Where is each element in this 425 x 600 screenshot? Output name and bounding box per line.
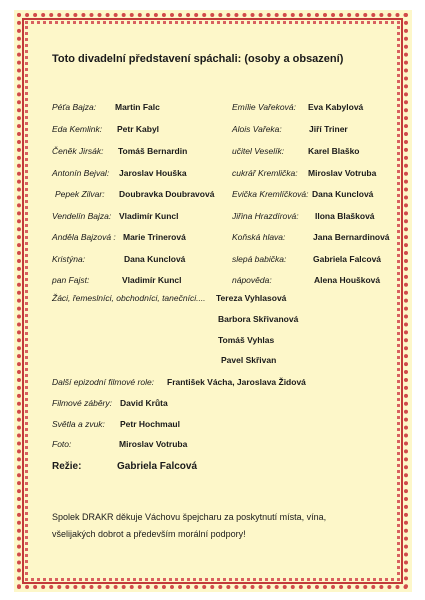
cast-role: Eda Kemlink: [52,124,103,134]
cast-role: cukrář Kremlička: [232,168,298,178]
ensemble-member: Barbora Skřivanová [218,314,299,324]
cast-role: slepá babička: [232,254,287,264]
direction-name: Gabriela Falcová [117,461,198,472]
credit-role: Světla a zvuk: [52,419,105,429]
cast-role: Emílie Vařeková: [232,102,296,112]
ensemble-label: Žáci, řemeslníci, obchodníci, tanečníci.... [52,293,206,303]
cast-actor: Martin Falc [115,102,160,112]
cast-role: Antonín Bejval: [52,168,110,178]
cast-role: nápověda: [232,275,272,285]
cast-actor: Alena Houšková [314,275,381,285]
credit-role: Filmové záběry: [52,398,112,408]
cast-actor: Ilona Blašková [315,211,375,221]
ensemble-member: Pavel Skřivan [221,355,277,365]
credit-names: Miroslav Votruba [119,439,188,449]
cast-actor: Vladimír Kuncl [119,211,179,221]
cast-actor: Vladimír Kuncl [122,275,182,285]
cast-role: Čeněk Jirsák: [52,146,104,156]
cast-role: Koňská hlava: [232,232,286,242]
cast-actor: Doubravka Doubravová [119,189,215,199]
cast-actor: Miroslav Votruba [308,168,377,178]
ensemble-member: Tereza Vyhlasová [216,293,287,303]
cast-role: Péťa Bajza: [52,102,97,112]
cast-role: Kristýna: [52,254,86,264]
thanks-paragraph: Spolek DRAKR děkuje Váchovu špejcharu za poskytnutí místa, vína, všelijakých dobrot a především morální podpory! [52,512,327,539]
cast-actor: Karel Blaško [308,146,360,156]
cast-actor: Jiří Triner [309,124,348,134]
document-title: Toto divadelní představení spáchali: (osoby a obsazení) [52,53,344,65]
cast-actor: Jana Bernardinová [313,232,390,242]
cast-actor: Marie Trinerová [123,232,186,242]
cast-role: Anděla Bajzová : [52,232,116,242]
cast-role: Alois Vařeka: [232,124,282,134]
direction-label: Režie: [52,461,82,472]
cast-role: pan Fajst: [52,275,90,285]
cast-actor: Dana Kunclová [312,189,374,199]
ensemble-member: Tomáš Vyhlas [218,335,275,345]
credit-names: David Krůta [120,398,168,408]
cast-actor: Petr Kabyl [117,124,160,134]
cast-actor: Jaroslav Houška [119,168,187,178]
cast-role: Pepek Zilvar: [55,189,105,199]
cast-role: Jiřina Hrazdírová: [232,211,299,221]
cast-actor: Tomáš Bernardin [118,146,188,156]
cast-role: Vendelín Bajza: [52,211,112,221]
credit-names: Petr Hochmaul [120,419,180,429]
cast-actor: Gabriela Falcová [313,254,382,264]
credit-names: František Vácha, Jaroslava Židová [167,377,306,387]
cast-role: učitel Veselík: [232,146,285,156]
credit-role: Foto: [52,439,72,449]
cast-role: Evička Kremlíčková: [232,189,309,199]
cast-actor: Dana Kunclová [124,254,186,264]
cast-actor: Eva Kabylová [308,102,364,112]
credit-role: Další epizodní filmové role: [52,377,155,387]
